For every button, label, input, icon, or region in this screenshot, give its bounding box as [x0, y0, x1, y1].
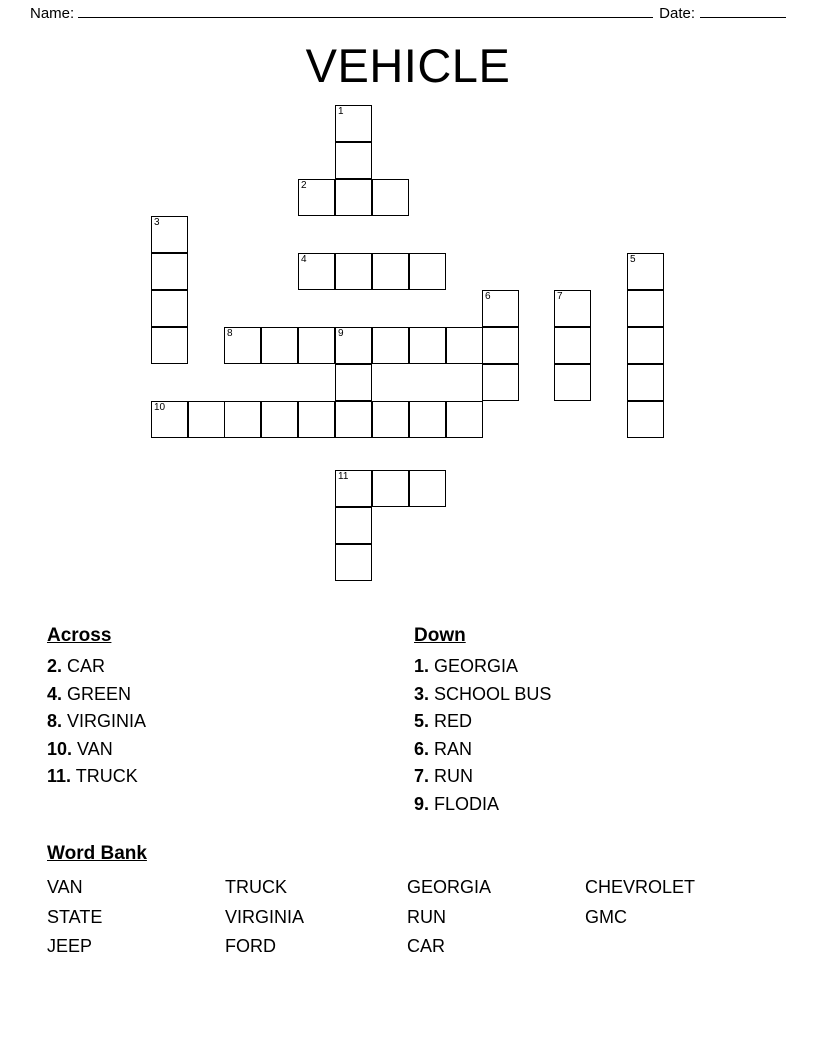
crossword-cell[interactable] [627, 327, 664, 364]
down-clues [414, 625, 764, 818]
clue-text: RUN [429, 766, 474, 786]
crossword-cell[interactable] [151, 253, 188, 290]
word-bank-word [585, 932, 765, 961]
crossword-cell[interactable] [482, 290, 519, 327]
crossword-cell[interactable] [335, 327, 372, 364]
crossword-cell[interactable] [372, 401, 409, 438]
crossword-cell[interactable] [409, 327, 446, 364]
word-bank-grid [47, 873, 777, 961]
word-bank-word: VIRGINIA [225, 906, 305, 927]
crossword-cell[interactable] [151, 327, 188, 364]
crossword-cell[interactable] [335, 179, 372, 216]
clue-number: 11. [47, 766, 72, 786]
across-clues [47, 625, 397, 791]
clue-number: 9. [414, 793, 430, 814]
clue-text: GEORGIA [429, 656, 519, 676]
clue-text: SCHOOL BUS [429, 683, 552, 704]
word-bank-word: JEEP [47, 936, 93, 956]
down-clue-item [414, 763, 764, 791]
cell-number: 9 [338, 328, 344, 339]
clue-number: 6. [414, 738, 430, 759]
crossword-cell[interactable] [335, 401, 372, 438]
crossword-cell[interactable] [627, 401, 664, 438]
crossword-cell[interactable] [446, 327, 483, 364]
cell-number: 4 [301, 254, 307, 265]
crossword-cell[interactable] [409, 470, 446, 507]
across-clue-item [47, 736, 397, 764]
word-bank-word: FORD [225, 936, 276, 956]
across-heading: Across [47, 625, 112, 646]
crossword-cell[interactable] [627, 364, 664, 401]
crossword-cell[interactable] [335, 105, 372, 142]
word-bank-word: RUN [407, 906, 446, 927]
crossword-cell[interactable] [151, 216, 188, 253]
word-bank-section [47, 843, 777, 961]
clue-text: RAN [429, 738, 473, 759]
cell-number: 11 [338, 471, 349, 482]
word-bank-word: TRUCK [225, 877, 287, 897]
down-clue-item [414, 681, 764, 709]
crossword-cell[interactable] [151, 401, 188, 438]
crossword-cell[interactable] [482, 327, 519, 364]
word-bank-word: CHEVROLET [585, 877, 696, 897]
date-write-line[interactable] [700, 4, 786, 18]
clue-number: 2. [47, 656, 63, 676]
clue-number: 10. [47, 738, 73, 759]
clue-number: 7. [414, 766, 430, 786]
crossword-cell[interactable] [261, 401, 298, 438]
crossword-cell[interactable] [372, 327, 409, 364]
across-clue-item [47, 708, 397, 736]
crossword-cell[interactable] [372, 253, 409, 290]
clue-number: 5. [414, 711, 430, 731]
clue-text: TRUCK [71, 766, 138, 786]
crossword-cell[interactable] [446, 401, 483, 438]
across-clue-item [47, 653, 397, 681]
crossword-cell[interactable] [335, 364, 372, 401]
page-title: VEHICLE [305, 39, 511, 92]
down-clue-item [414, 708, 764, 736]
cell-number: 6 [485, 291, 491, 302]
word-bank-word: STATE [47, 906, 103, 927]
down-clue-item [414, 653, 764, 681]
cell-number: 10 [154, 402, 166, 413]
clue-number: 1. [414, 656, 430, 676]
crossword-cell[interactable] [372, 470, 409, 507]
crossword-cell[interactable] [554, 364, 591, 401]
cell-number: 8 [227, 328, 233, 339]
crossword-cell[interactable] [188, 401, 225, 438]
across-clue-item [47, 763, 397, 791]
clue-text: FLODIA [429, 793, 500, 814]
clue-text: GREEN [62, 683, 132, 704]
cell-number: 1 [338, 106, 344, 117]
crossword-cell[interactable] [409, 401, 446, 438]
word-bank-word: CAR [407, 936, 446, 956]
name-label: Name: [30, 5, 75, 22]
clue-text: CAR [62, 656, 106, 676]
crossword-cell[interactable] [335, 507, 372, 544]
cell-number: 3 [154, 217, 160, 228]
crossword-cell[interactable] [335, 142, 372, 179]
cell-number: 7 [557, 291, 563, 302]
crossword-grid[interactable] [0, 105, 816, 605]
across-clue-item [47, 681, 397, 709]
crossword-cell[interactable] [335, 253, 372, 290]
clue-text: VIRGINIA [62, 711, 147, 731]
word-bank-heading: Word Bank [47, 843, 147, 864]
crossword-cell[interactable] [554, 290, 591, 327]
crossword-cell[interactable] [627, 253, 664, 290]
crossword-cell[interactable] [298, 179, 335, 216]
clue-text: RED [429, 711, 473, 731]
clue-number: 4. [47, 683, 63, 704]
crossword-cell[interactable] [554, 327, 591, 364]
clue-number: 8. [47, 711, 63, 731]
word-bank-word: VAN [47, 877, 83, 897]
crossword-cell[interactable] [335, 470, 372, 507]
cell-number: 2 [301, 180, 307, 191]
down-clue-item [414, 736, 764, 764]
down-clue-item [414, 791, 764, 819]
crossword-cell[interactable] [261, 327, 298, 364]
clue-text: VAN [72, 738, 113, 759]
crossword-cell[interactable] [372, 179, 409, 216]
student-info-line [30, 4, 786, 22]
crossword-cell[interactable] [482, 364, 519, 401]
crossword-cell[interactable] [409, 253, 446, 290]
crossword-cell[interactable] [151, 290, 188, 327]
crossword-cell[interactable] [298, 327, 335, 364]
crossword-cell[interactable] [298, 401, 335, 438]
cell-number: 5 [630, 254, 636, 265]
date-label: Date: [659, 5, 695, 22]
crossword-cell[interactable] [627, 290, 664, 327]
name-write-line[interactable] [78, 4, 653, 18]
clue-number: 3. [414, 683, 430, 704]
word-bank-word: GMC [585, 906, 627, 927]
crossword-cell[interactable] [335, 544, 372, 581]
down-heading: Down [414, 625, 466, 646]
word-bank-word: GEORGIA [407, 877, 492, 897]
crossword-cell[interactable] [298, 253, 335, 290]
crossword-cell[interactable] [224, 401, 261, 438]
crossword-cell[interactable] [224, 327, 261, 364]
